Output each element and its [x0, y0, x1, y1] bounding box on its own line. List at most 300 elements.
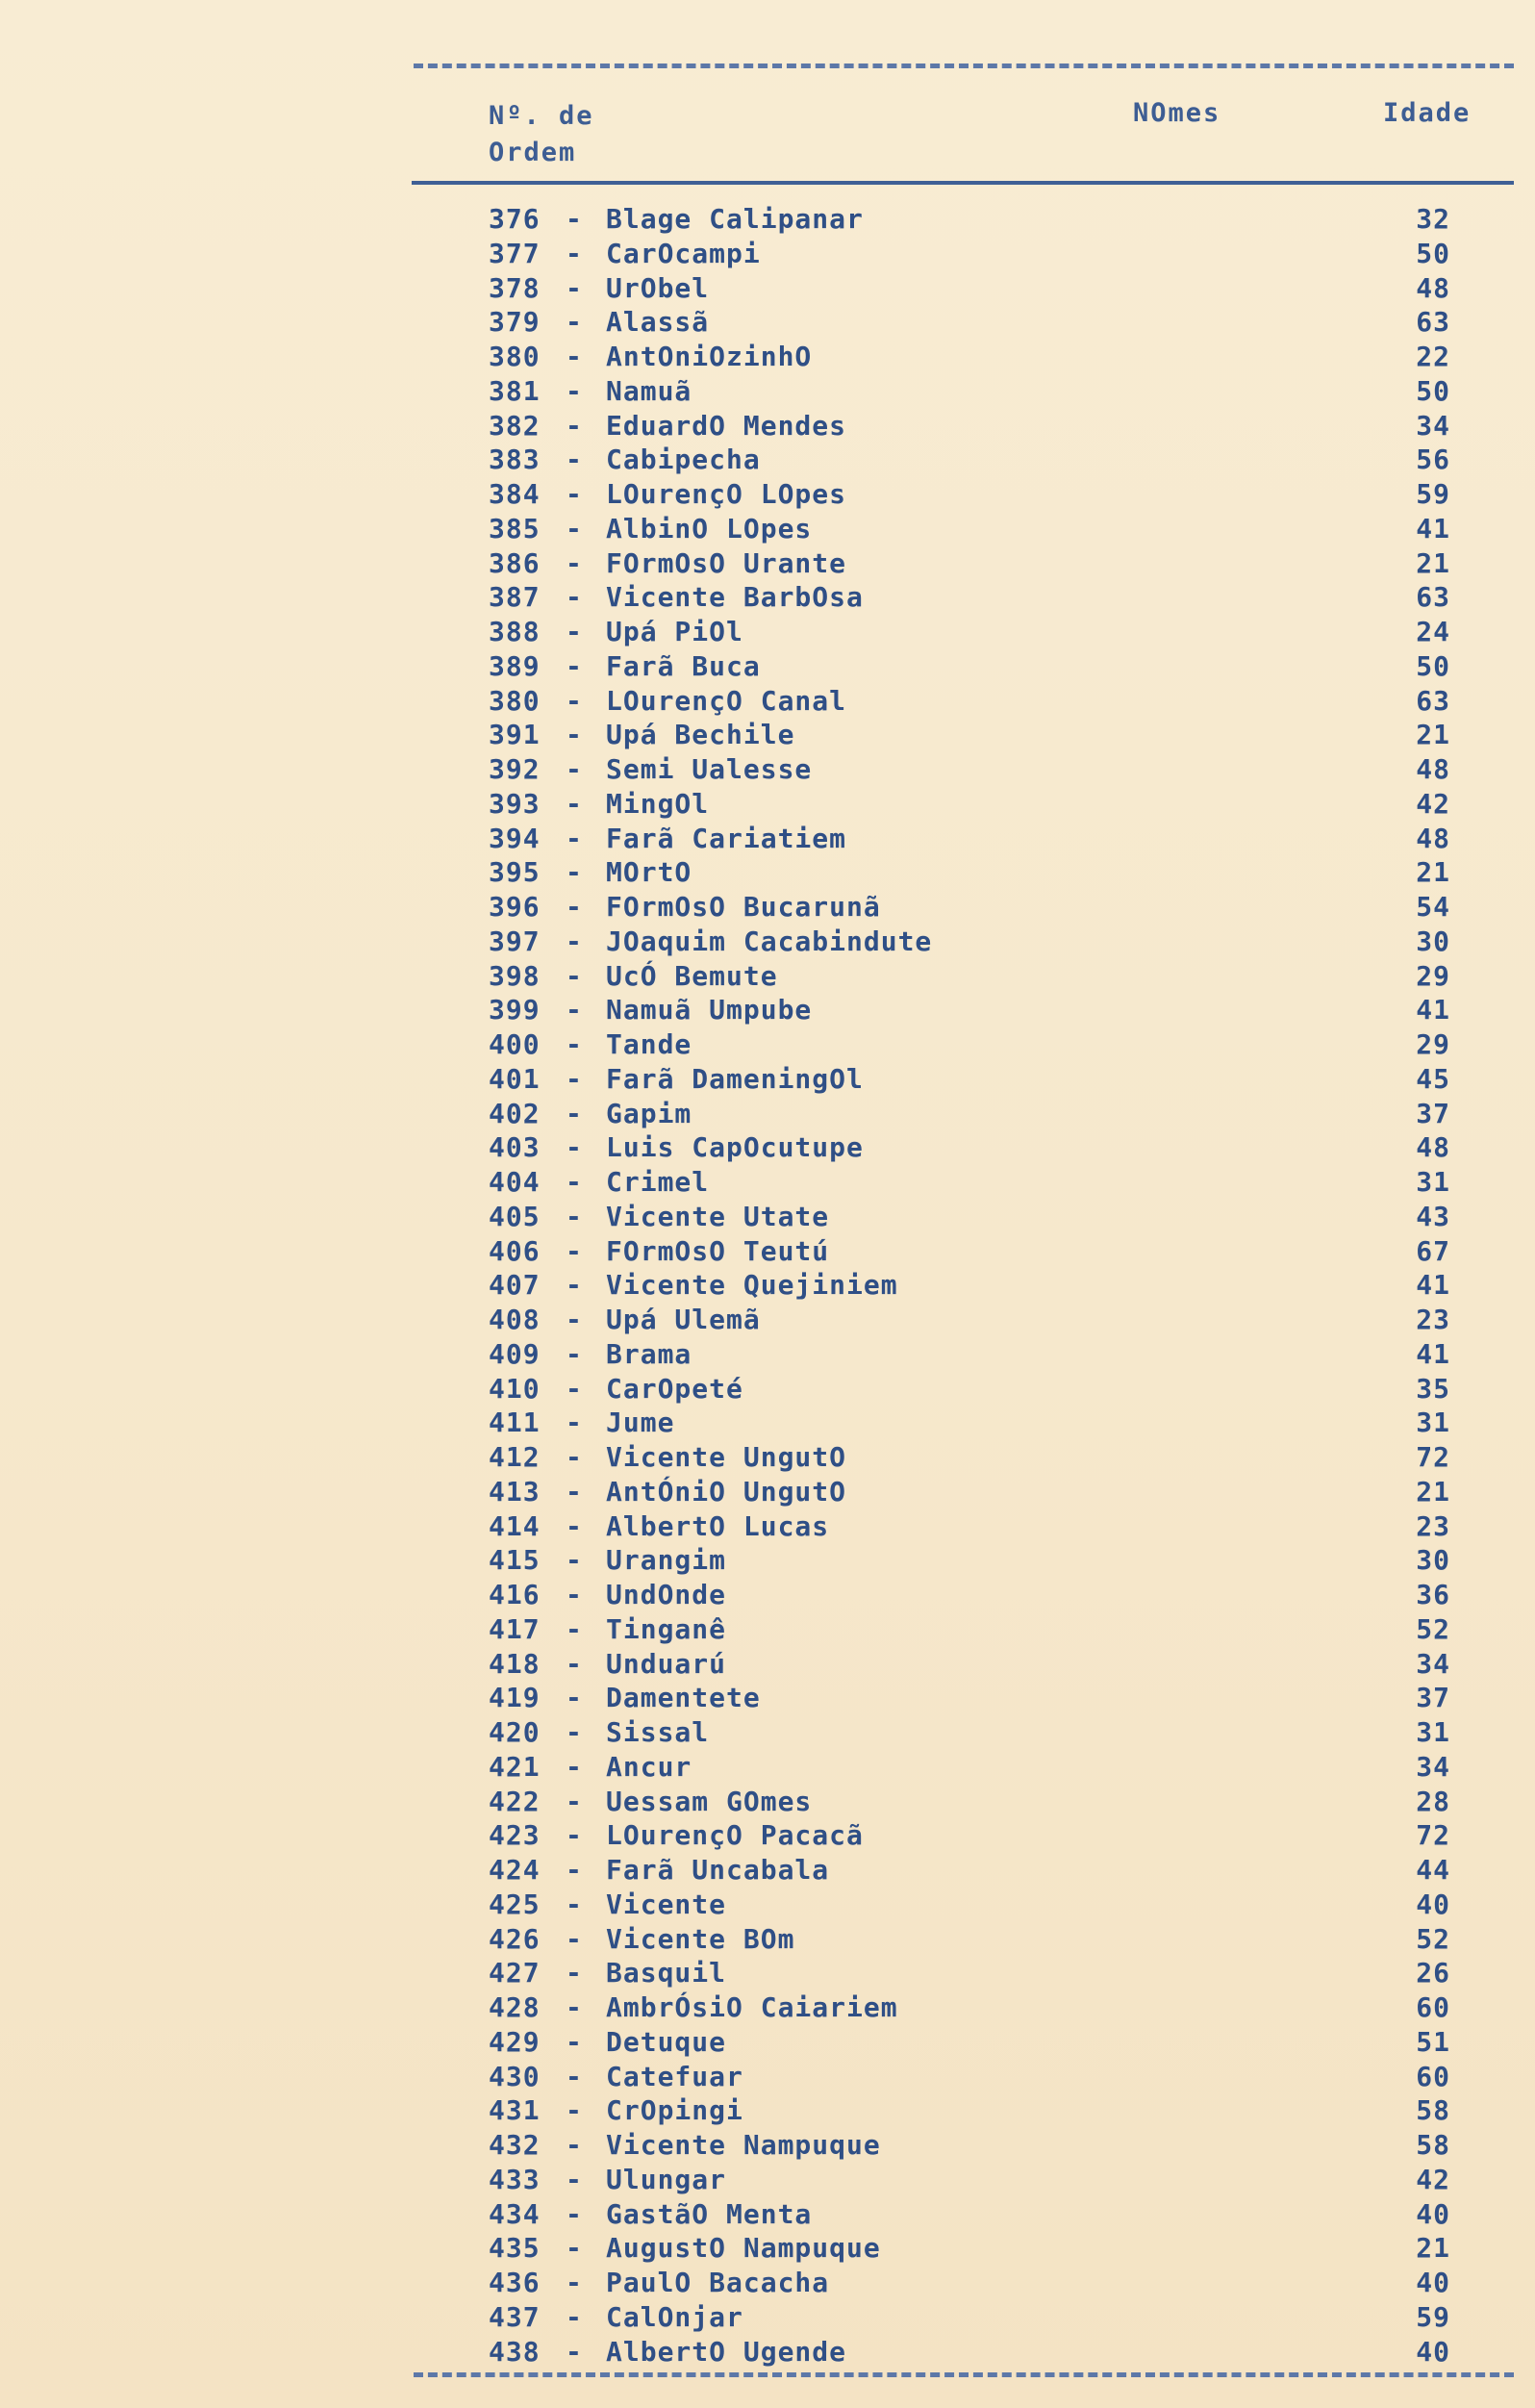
list-item	[489, 1130, 1450, 1165]
order-number: 391	[489, 719, 541, 751]
separator-dash: -	[566, 684, 583, 717]
list-item	[489, 2197, 1450, 2232]
list-item	[489, 2128, 1450, 2163]
order-number: 380	[489, 684, 541, 717]
order-number: 389	[489, 649, 541, 682]
list-item	[489, 237, 1450, 271]
person-age: 63	[1416, 581, 1450, 614]
order-number: 416	[489, 1579, 541, 1610]
list-item	[489, 1715, 1450, 1750]
separator-dash: -	[566, 1716, 583, 1748]
order-number: 380	[489, 341, 541, 372]
order-number: 418	[489, 1647, 541, 1680]
list-item	[489, 787, 1450, 822]
order-number: 394	[489, 822, 541, 854]
order-number: 419	[489, 1682, 541, 1714]
order-number: 378	[489, 271, 541, 304]
person-name: Cabipecha	[606, 444, 761, 476]
separator-dash: -	[566, 1854, 583, 1886]
order-number: 409	[489, 1337, 541, 1370]
list-item	[489, 1509, 1450, 1544]
person-name: Basquil	[606, 1957, 727, 1990]
person-name: Vicente	[606, 1888, 727, 1920]
list-item	[489, 1990, 1450, 2025]
list-item	[489, 580, 1450, 615]
list-item	[489, 546, 1450, 581]
person-name: FOrmOsO Teutú	[606, 1234, 830, 1267]
order-number: 417	[489, 1612, 541, 1645]
separator-dash: -	[566, 891, 583, 923]
list-item	[489, 1234, 1450, 1269]
header-solid-rule	[412, 181, 1514, 185]
roster-list	[489, 202, 1450, 2369]
separator-dash: -	[566, 444, 583, 476]
order-number: 385	[489, 512, 541, 545]
separator-dash: -	[566, 409, 583, 442]
header-order-line2: Ordem	[489, 138, 577, 167]
person-age: 48	[1416, 271, 1450, 304]
person-name: CalOnjar	[606, 2300, 743, 2333]
list-item	[489, 959, 1450, 994]
person-name: Blage Calipanar	[606, 203, 864, 235]
separator-dash: -	[566, 2267, 583, 2298]
person-name: AntÓniO UngutO	[606, 1475, 847, 1508]
separator-dash: -	[566, 203, 583, 235]
order-number: 424	[489, 1854, 541, 1886]
person-name: AugustO Nampuque	[606, 2232, 881, 2265]
person-age: 40	[1416, 2335, 1450, 2368]
person-name: Semi Ualesse	[606, 753, 813, 785]
order-number: 377	[489, 237, 541, 269]
separator-dash: -	[566, 341, 583, 372]
order-number: 379	[489, 306, 541, 339]
person-name: Brama	[606, 1337, 692, 1370]
list-item	[489, 340, 1450, 374]
person-name: AlbertO Ugende	[606, 2335, 847, 2368]
list-item	[489, 1922, 1450, 1957]
list-item	[489, 1818, 1450, 1853]
separator-dash: -	[566, 1647, 583, 1680]
person-age: 50	[1416, 374, 1450, 407]
person-name: Sissal	[606, 1716, 710, 1748]
person-age: 23	[1416, 1304, 1450, 1335]
order-number: 431	[489, 2094, 541, 2127]
list-item	[489, 1956, 1450, 1990]
person-name: Vicente Quejiniem	[606, 1269, 898, 1302]
person-name: Vicente BarbOsa	[606, 581, 864, 614]
person-age: 37	[1416, 1097, 1450, 1129]
separator-dash: -	[566, 1682, 583, 1714]
order-number: 415	[489, 1544, 541, 1577]
order-number: 438	[489, 2335, 541, 2368]
person-age: 30	[1416, 925, 1450, 957]
order-number: 435	[489, 2232, 541, 2265]
order-number: 383	[489, 444, 541, 476]
order-number: 434	[489, 2197, 541, 2230]
list-item	[489, 2163, 1450, 2197]
order-number: 386	[489, 546, 541, 579]
person-age: 67	[1416, 1234, 1450, 1267]
list-item	[489, 718, 1450, 752]
person-age: 72	[1416, 1441, 1450, 1473]
order-number: 420	[489, 1716, 541, 1748]
separator-dash: -	[566, 1269, 583, 1302]
separator-dash: -	[566, 1750, 583, 1783]
order-number: 429	[489, 2025, 541, 2058]
separator-dash: -	[566, 1612, 583, 1645]
list-item	[489, 1475, 1450, 1509]
list-item	[489, 1612, 1450, 1647]
list-item	[489, 409, 1450, 444]
person-age: 21	[1416, 719, 1450, 751]
person-age: 52	[1416, 1922, 1450, 1955]
person-age: 31	[1416, 1166, 1450, 1198]
separator-dash: -	[566, 925, 583, 957]
person-age: 50	[1416, 649, 1450, 682]
person-name: LOurençO LOpes	[606, 478, 847, 510]
separator-dash: -	[566, 2232, 583, 2265]
order-number: 408	[489, 1304, 541, 1335]
separator-dash: -	[566, 616, 583, 647]
person-name: Detuque	[606, 2025, 727, 2058]
list-item	[489, 993, 1450, 1027]
list-item	[489, 1750, 1450, 1785]
order-number: 428	[489, 1991, 541, 2023]
person-age: 72	[1416, 1819, 1450, 1852]
order-number: 403	[489, 1131, 541, 1164]
separator-dash: -	[566, 753, 583, 785]
person-name: UcÓ Bemute	[606, 959, 778, 992]
list-item	[489, 1785, 1450, 1819]
order-number: 427	[489, 1957, 541, 1990]
order-number: 421	[489, 1750, 541, 1783]
list-item	[489, 2266, 1450, 2300]
person-name: Farã Uncabala	[606, 1854, 830, 1886]
order-number: 381	[489, 374, 541, 407]
person-name: Alassã	[606, 306, 710, 339]
person-name: Vicente UngutO	[606, 1441, 847, 1473]
person-name: Namuã Umpube	[606, 994, 813, 1027]
list-item	[489, 271, 1450, 306]
top-dashed-rule	[414, 63, 1514, 68]
separator-dash: -	[566, 1441, 583, 1473]
order-number: 396	[489, 891, 541, 923]
person-name: LOurençO Canal	[606, 684, 847, 717]
separator-dash: -	[566, 649, 583, 682]
separator-dash: -	[566, 306, 583, 339]
list-item	[489, 925, 1450, 959]
list-item	[489, 1853, 1450, 1888]
separator-dash: -	[566, 719, 583, 751]
person-age: 41	[1416, 1269, 1450, 1302]
person-age: 37	[1416, 1682, 1450, 1714]
person-age: 59	[1416, 478, 1450, 510]
order-number: 404	[489, 1166, 541, 1198]
separator-dash: -	[566, 1509, 583, 1542]
person-name: JOaquim Cacabindute	[606, 925, 933, 957]
order-number: 412	[489, 1441, 541, 1473]
list-item	[489, 1337, 1450, 1372]
order-number: 422	[489, 1785, 541, 1817]
separator-dash: -	[566, 1957, 583, 1990]
list-item	[489, 477, 1450, 512]
list-item	[489, 1372, 1450, 1407]
separator-dash: -	[566, 2025, 583, 2058]
person-age: 26	[1416, 1957, 1450, 1990]
list-item	[489, 1268, 1450, 1303]
separator-dash: -	[566, 271, 583, 304]
order-number: 411	[489, 1407, 541, 1439]
person-name: CrOpingi	[606, 2094, 743, 2127]
person-age: 52	[1416, 1612, 1450, 1645]
order-number: 426	[489, 1922, 541, 1955]
person-age: 29	[1416, 1028, 1450, 1060]
person-age: 21	[1416, 1475, 1450, 1508]
person-name: AlbinO LOpes	[606, 512, 813, 545]
separator-dash: -	[566, 512, 583, 545]
separator-dash: -	[566, 237, 583, 269]
person-age: 31	[1416, 1407, 1450, 1439]
list-item	[489, 1647, 1450, 1682]
list-item	[489, 822, 1450, 856]
person-age: 41	[1416, 512, 1450, 545]
separator-dash: -	[566, 994, 583, 1027]
person-age: 60	[1416, 1991, 1450, 2023]
person-name: Farã DameningOl	[606, 1062, 864, 1095]
list-item	[489, 1165, 1450, 1200]
person-age: 23	[1416, 1509, 1450, 1542]
person-age: 30	[1416, 1544, 1450, 1577]
order-number: 387	[489, 581, 541, 614]
person-age: 21	[1416, 856, 1450, 889]
order-number: 414	[489, 1509, 541, 1542]
person-name: PaulO Bacacha	[606, 2267, 830, 2298]
list-item	[489, 1543, 1450, 1578]
person-age: 34	[1416, 409, 1450, 442]
order-number: 432	[489, 2129, 541, 2161]
person-age: 31	[1416, 1716, 1450, 1748]
order-number: 402	[489, 1097, 541, 1129]
order-number: 436	[489, 2267, 541, 2298]
order-number: 398	[489, 959, 541, 992]
person-name: UrObel	[606, 271, 710, 304]
separator-dash: -	[566, 822, 583, 854]
list-item	[489, 752, 1450, 787]
person-name: Namuã	[606, 374, 692, 407]
person-name: Farã Buca	[606, 649, 761, 682]
separator-dash: -	[566, 2335, 583, 2368]
person-name: AntOniOzinhO	[606, 341, 813, 372]
order-number: 382	[489, 409, 541, 442]
order-number: 405	[489, 1200, 541, 1232]
order-number: 392	[489, 753, 541, 785]
order-number: 393	[489, 787, 541, 820]
person-age: 50	[1416, 237, 1450, 269]
order-number: 437	[489, 2300, 541, 2333]
order-number: 423	[489, 1819, 541, 1852]
person-name: AlbertO Lucas	[606, 1509, 830, 1542]
separator-dash: -	[566, 1304, 583, 1335]
person-name: CarOcampi	[606, 237, 761, 269]
person-name: Vicente Utate	[606, 1200, 830, 1232]
person-name: Jume	[606, 1407, 675, 1439]
person-age: 42	[1416, 787, 1450, 820]
separator-dash: -	[566, 1131, 583, 1164]
separator-dash: -	[566, 581, 583, 614]
person-name: Upá Ulemã	[606, 1304, 761, 1335]
list-item	[489, 2300, 1450, 2335]
order-number: 430	[489, 2060, 541, 2092]
list-item	[489, 202, 1450, 237]
person-name: Upá Bechile	[606, 719, 795, 751]
order-number: 425	[489, 1888, 541, 1920]
person-age: 42	[1416, 2163, 1450, 2195]
person-age: 58	[1416, 2129, 1450, 2161]
list-item	[489, 1200, 1450, 1234]
person-name: Damentete	[606, 1682, 761, 1714]
person-age: 58	[1416, 2094, 1450, 2127]
header-names: NOmes	[1133, 98, 1221, 128]
bottom-dashed-rule	[414, 2372, 1514, 2377]
separator-dash: -	[566, 2197, 583, 2230]
list-item	[489, 1681, 1450, 1715]
person-name: MingOl	[606, 787, 710, 820]
list-item	[489, 890, 1450, 925]
list-item	[489, 2335, 1450, 2370]
separator-dash: -	[566, 546, 583, 579]
list-item	[489, 1888, 1450, 1922]
person-name: Gapim	[606, 1097, 692, 1129]
person-age: 24	[1416, 616, 1450, 647]
list-item	[489, 1303, 1450, 1337]
separator-dash: -	[566, 856, 583, 889]
person-name: Upá PiOl	[606, 616, 743, 647]
person-name: Luis CapOcutupe	[606, 1131, 864, 1164]
separator-dash: -	[566, 1337, 583, 1370]
separator-dash: -	[566, 2094, 583, 2127]
separator-dash: -	[566, 2060, 583, 2092]
person-age: 21	[1416, 546, 1450, 579]
separator-dash: -	[566, 1062, 583, 1095]
list-item	[489, 855, 1450, 890]
separator-dash: -	[566, 1785, 583, 1817]
list-item	[489, 2231, 1450, 2266]
person-age: 22	[1416, 341, 1450, 372]
separator-dash: -	[566, 1888, 583, 1920]
separator-dash: -	[566, 959, 583, 992]
separator-dash: -	[566, 1922, 583, 1955]
list-item	[489, 305, 1450, 340]
person-name: FOrmOsO Bucarunã	[606, 891, 881, 923]
person-name: Urangim	[606, 1544, 727, 1577]
person-age: 48	[1416, 822, 1450, 854]
person-age: 60	[1416, 2060, 1450, 2092]
person-age: 34	[1416, 1750, 1450, 1783]
separator-dash: -	[566, 1200, 583, 1232]
separator-dash: -	[566, 1991, 583, 2023]
person-name: AmbrÓsiO Caiariem	[606, 1991, 898, 2023]
order-number: 433	[489, 2163, 541, 2195]
person-age: 36	[1416, 1579, 1450, 1610]
person-age: 35	[1416, 1372, 1450, 1405]
order-number: 401	[489, 1062, 541, 1095]
list-item	[489, 615, 1450, 649]
person-age: 41	[1416, 994, 1450, 1027]
separator-dash: -	[566, 1819, 583, 1852]
person-name: Unduarú	[606, 1647, 727, 1680]
person-name: MOrtO	[606, 856, 692, 889]
header-age: Idade	[1383, 98, 1472, 128]
order-number: 410	[489, 1372, 541, 1405]
person-name: Crimel	[606, 1166, 710, 1198]
person-age: 43	[1416, 1200, 1450, 1232]
list-item	[489, 1062, 1450, 1097]
separator-dash: -	[566, 1579, 583, 1610]
list-item	[489, 2093, 1450, 2128]
person-age: 51	[1416, 2025, 1450, 2058]
person-age: 21	[1416, 2232, 1450, 2265]
list-item	[489, 1440, 1450, 1475]
list-item	[489, 1406, 1450, 1440]
person-name: Tande	[606, 1028, 692, 1060]
person-age: 40	[1416, 2267, 1450, 2298]
list-item	[489, 684, 1450, 719]
order-number: 413	[489, 1475, 541, 1508]
order-number: 395	[489, 856, 541, 889]
person-name: EduardO Mendes	[606, 409, 847, 442]
person-age: 41	[1416, 1337, 1450, 1370]
list-item	[489, 1097, 1450, 1131]
list-item	[489, 2060, 1450, 2094]
separator-dash: -	[566, 374, 583, 407]
separator-dash: -	[566, 1166, 583, 1198]
separator-dash: -	[566, 1097, 583, 1129]
list-item	[489, 2025, 1450, 2060]
person-age: 34	[1416, 1647, 1450, 1680]
list-item	[489, 1578, 1450, 1612]
list-item	[489, 374, 1450, 409]
separator-dash: -	[566, 1234, 583, 1267]
person-name: CarOpeté	[606, 1372, 743, 1405]
separator-dash: -	[566, 1407, 583, 1439]
person-name: LOurençO Pacacã	[606, 1819, 864, 1852]
person-name: GastãO Menta	[606, 2197, 813, 2230]
list-item	[489, 512, 1450, 546]
order-number: 384	[489, 478, 541, 510]
person-name: FOrmOsO Urante	[606, 546, 847, 579]
person-age: 40	[1416, 2197, 1450, 2230]
person-age: 59	[1416, 2300, 1450, 2333]
order-number: 407	[489, 1269, 541, 1302]
person-name: Farã Cariatiem	[606, 822, 847, 854]
person-age: 40	[1416, 1888, 1450, 1920]
person-age: 48	[1416, 753, 1450, 785]
separator-dash: -	[566, 1475, 583, 1508]
person-age: 54	[1416, 891, 1450, 923]
list-item	[489, 443, 1450, 477]
order-number: 400	[489, 1028, 541, 1060]
person-name: Ancur	[606, 1750, 692, 1783]
person-age: 29	[1416, 959, 1450, 992]
order-number: 406	[489, 1234, 541, 1267]
person-name: Ulungar	[606, 2163, 727, 2195]
order-number: 397	[489, 925, 541, 957]
separator-dash: -	[566, 1372, 583, 1405]
person-name: Tinganê	[606, 1612, 727, 1645]
person-name: UndOnde	[606, 1579, 727, 1610]
separator-dash: -	[566, 1028, 583, 1060]
person-name: Vicente Nampuque	[606, 2129, 881, 2161]
